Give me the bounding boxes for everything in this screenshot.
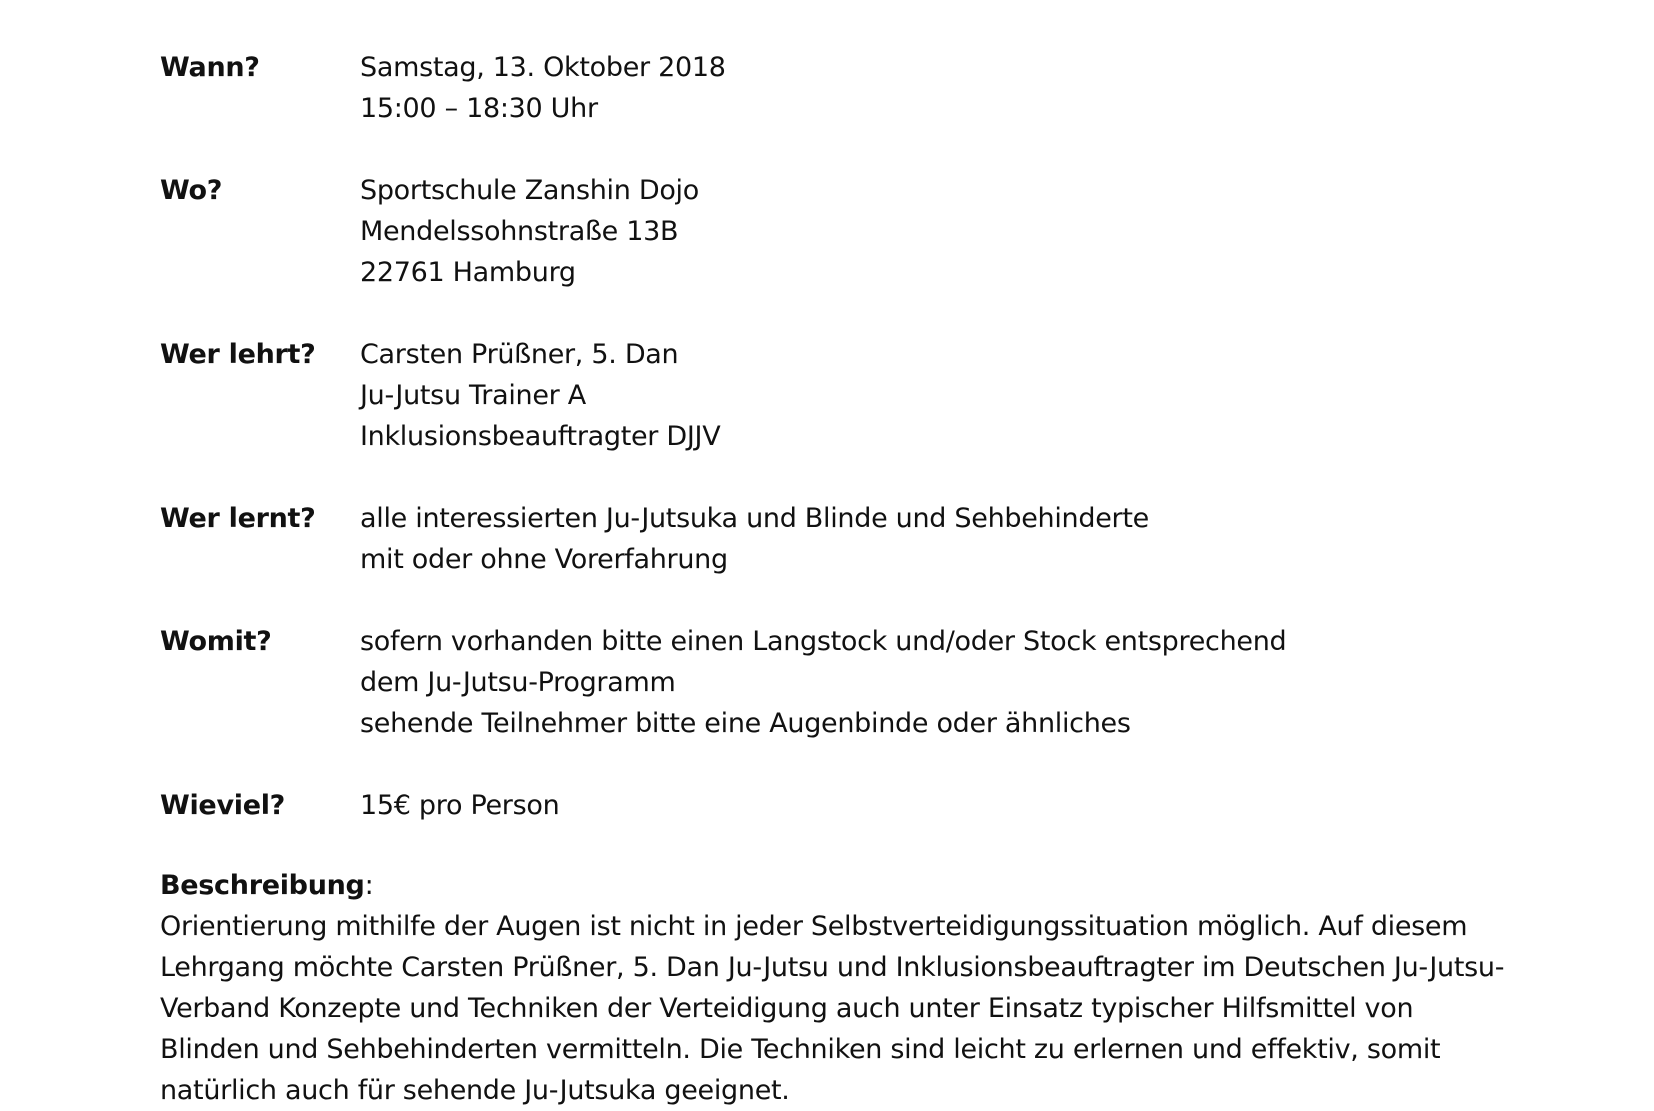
- field-value: 22761 Hamburg: [360, 257, 576, 288]
- field-value: alle interessierten Ju-Jutsuka und Blinde und Sehbehinderte: [360, 503, 1149, 534]
- field-row-where: [160, 170, 1560, 293]
- field-row-learners: [160, 498, 1560, 580]
- description-line: Verband Konzepte und Techniken der Verteidigung auch unter Einsatz typischer Hilfsmittel von: [160, 993, 1414, 1024]
- field-value: sofern vorhanden bitte einen Langstock und/oder Stock entsprechend: [360, 626, 1287, 657]
- description-title: Beschreibung: [160, 870, 365, 901]
- field-value: Inklusionsbeauftragter DJJV: [360, 421, 721, 452]
- field-row-equipment: [160, 621, 1560, 744]
- field-label-learners: Wer lernt?: [160, 503, 316, 534]
- field-label-price: Wieviel?: [160, 790, 286, 821]
- field-row-price: [160, 785, 1560, 826]
- field-values-learners: [360, 498, 1560, 580]
- description-line: Orientierung mithilfe der Augen ist nicht in jeder Selbstverteidigungssituation möglich. Auf diesem: [160, 911, 1468, 942]
- field-value: Ju-Jutsu Trainer A: [360, 380, 586, 411]
- field-label-where: Wo?: [160, 175, 223, 206]
- description-line: natürlich auch für sehende Ju-Jutsuka geeignet.: [160, 1075, 790, 1106]
- description-section: [160, 865, 1560, 1111]
- field-value: sehende Teilnehmer bitte eine Augenbinde oder ähnliches: [360, 708, 1131, 739]
- field-values-when: [360, 47, 1560, 129]
- field-value: Samstag, 13. Oktober 2018: [360, 52, 726, 83]
- field-row-when: [160, 47, 1560, 129]
- field-value: 15:00 – 18:30 Uhr: [360, 93, 598, 124]
- field-label-when: Wann?: [160, 52, 260, 83]
- field-value: Mendelssohnstraße 13B: [360, 216, 679, 247]
- field-values-teacher: [360, 334, 1560, 457]
- description-line: Blinden und Sehbehinderten vermitteln. Die Techniken sind leicht zu erlernen und effektiv, somit: [160, 1034, 1441, 1065]
- description-line: Lehrgang möchte Carsten Prüßner, 5. Dan Ju-Jutsu und Inklusionsbeauftragter im Deutschen Ju-Jutsu-: [160, 952, 1505, 983]
- field-label-equipment: Womit?: [160, 626, 272, 657]
- field-value: mit oder ohne Vorerfahrung: [360, 544, 728, 575]
- field-label-teacher: Wer lehrt?: [160, 339, 316, 370]
- field-value: dem Ju-Jutsu-Programm: [360, 667, 676, 698]
- description-colon: :: [364, 870, 374, 901]
- event-details: [160, 47, 1560, 867]
- field-value: 15€ pro Person: [360, 790, 560, 821]
- field-values-where: [360, 170, 1560, 293]
- description-heading: [160, 865, 1560, 906]
- field-row-teacher: [160, 334, 1560, 457]
- field-value: Sportschule Zanshin Dojo: [360, 175, 699, 206]
- field-values-price: [360, 785, 1560, 826]
- field-values-equipment: [360, 621, 1560, 744]
- field-value: Carsten Prüßner, 5. Dan: [360, 339, 679, 370]
